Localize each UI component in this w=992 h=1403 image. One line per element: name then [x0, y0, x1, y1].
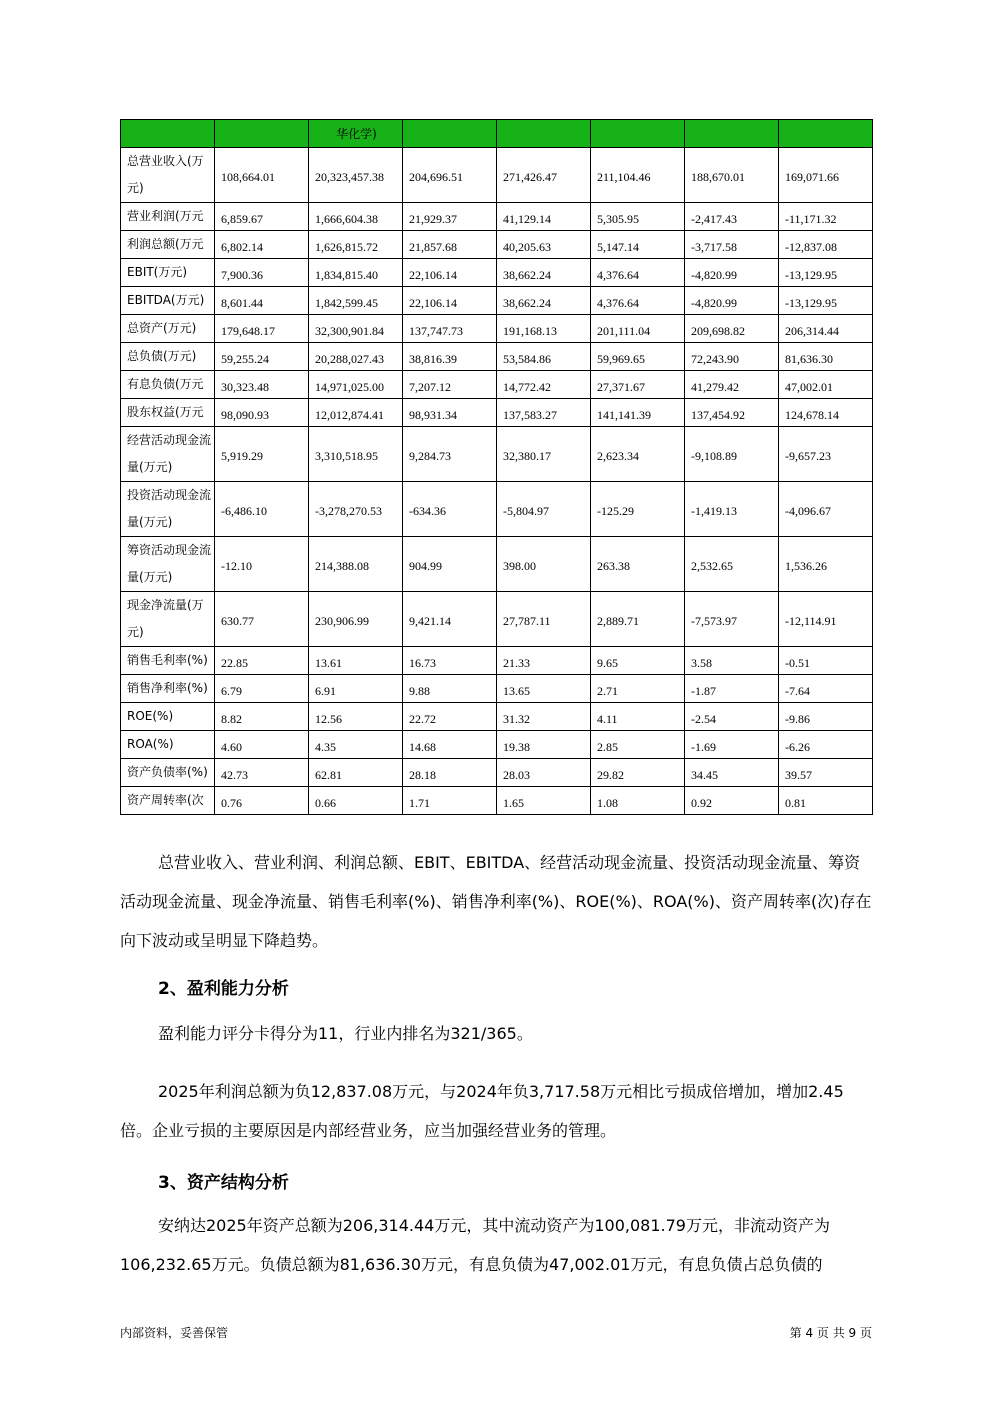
table-cell: 7,900.36 — [215, 259, 309, 287]
table-cell: -2,417.43 — [685, 203, 779, 231]
table-row — [121, 787, 873, 815]
table-cell: 5,305.95 — [591, 203, 685, 231]
table-cell: 62.81 — [309, 759, 403, 787]
table-cell: 30,323.48 — [215, 371, 309, 399]
footer-confidential-note: 内部资料，妥善保管 — [120, 1326, 229, 1340]
table-cell: 42.73 — [215, 759, 309, 787]
table-cell: -9,657.23 — [779, 427, 873, 482]
table-cell: 1,626,815.72 — [309, 231, 403, 259]
table-cell: 13.65 — [497, 675, 591, 703]
table-cell: 1,834,815.40 — [309, 259, 403, 287]
table-cell: -3,278,270.53 — [309, 482, 403, 537]
table-row — [121, 148, 873, 203]
profitability-score-paragraph: 盈利能力评分卡得分为11，行业内排名为321/365。 — [158, 1024, 533, 1043]
table-row — [121, 231, 873, 259]
row-label: 经营活动现金流量(万元) — [121, 427, 215, 482]
table-cell: -9.86 — [779, 703, 873, 731]
table-cell: -2.54 — [685, 703, 779, 731]
table-cell: -11,171.32 — [779, 203, 873, 231]
row-label: 资产周转率(次 — [121, 787, 215, 815]
table-cell: 209,698.82 — [685, 315, 779, 343]
table-cell: 179,648.17 — [215, 315, 309, 343]
table-cell: 271,426.47 — [497, 148, 591, 203]
table-cell: 0.81 — [779, 787, 873, 815]
table-cell: 98,090.93 — [215, 399, 309, 427]
table-cell: 630.77 — [215, 592, 309, 647]
table-cell: 0.66 — [309, 787, 403, 815]
table-cell: -6,486.10 — [215, 482, 309, 537]
table-cell: 31.32 — [497, 703, 591, 731]
table-cell: 27,787.11 — [497, 592, 591, 647]
section-heading-asset-structure: 3、资产结构分析 — [158, 1173, 289, 1193]
table-row — [121, 315, 873, 343]
table-cell: 1,536.26 — [779, 537, 873, 592]
table-cell: 38,662.24 — [497, 259, 591, 287]
table-cell: 137,583.27 — [497, 399, 591, 427]
table-cell: 12.56 — [309, 703, 403, 731]
table-cell: 41,129.14 — [497, 203, 591, 231]
table-cell: 59,969.65 — [591, 343, 685, 371]
table-cell: 6,802.14 — [215, 231, 309, 259]
asset-structure-paragraph: 安纳达2025年资产总额为206,314.44万元，其中流动资产为100,081.79万元，非流动资产为106,232.65万元。负债总额为81,636.30万元，有息负债为47,002.01万元，有息负债占总负债的 — [120, 1216, 830, 1274]
row-label: 总负债(万元) — [121, 343, 215, 371]
table-cell: 20,323,457.38 — [309, 148, 403, 203]
table-row — [121, 427, 873, 482]
table-cell: 98,931.34 — [403, 399, 497, 427]
row-label: 总资产(万元) — [121, 315, 215, 343]
table-cell: 0.92 — [685, 787, 779, 815]
table-row — [121, 703, 873, 731]
table-cell: 204,696.51 — [403, 148, 497, 203]
row-label: 总营业收入(万元) — [121, 148, 215, 203]
table-cell: 41,279.42 — [685, 371, 779, 399]
table-header-row — [121, 120, 873, 148]
row-label: 筹资活动现金流量(万元) — [121, 537, 215, 592]
table-cell: 1.08 — [591, 787, 685, 815]
table-cell: 28.18 — [403, 759, 497, 787]
table-cell: 34.45 — [685, 759, 779, 787]
table-cell: 38,816.39 — [403, 343, 497, 371]
table-cell: 9,284.73 — [403, 427, 497, 482]
table-cell: 124,678.14 — [779, 399, 873, 427]
table-cell: 137,747.73 — [403, 315, 497, 343]
header-cell: 华化学) — [309, 120, 403, 148]
table-row — [121, 759, 873, 787]
table-cell: 211,104.46 — [591, 148, 685, 203]
table-cell: 201,111.04 — [591, 315, 685, 343]
table-row — [121, 343, 873, 371]
table-cell: -4,820.99 — [685, 259, 779, 287]
table-cell: 32,300,901.84 — [309, 315, 403, 343]
table-cell: 2,623.34 — [591, 427, 685, 482]
table-cell: 2.85 — [591, 731, 685, 759]
table-cell: -1.69 — [685, 731, 779, 759]
row-label: 有息负债(万元 — [121, 371, 215, 399]
table-row — [121, 371, 873, 399]
table-cell: 108,664.01 — [215, 148, 309, 203]
table-cell: 2,532.65 — [685, 537, 779, 592]
table-cell: -634.36 — [403, 482, 497, 537]
table-cell: 12,012,874.41 — [309, 399, 403, 427]
table-cell: 21,857.68 — [403, 231, 497, 259]
table-row — [121, 731, 873, 759]
table-cell: 6.79 — [215, 675, 309, 703]
row-label: EBITDA(万元) — [121, 287, 215, 315]
table-cell: 1.65 — [497, 787, 591, 815]
table-cell: -6.26 — [779, 731, 873, 759]
table-cell: 6,859.67 — [215, 203, 309, 231]
table-cell: 22.72 — [403, 703, 497, 731]
table-cell: -9,108.89 — [685, 427, 779, 482]
header-cell — [121, 120, 215, 148]
table-cell: 5,919.29 — [215, 427, 309, 482]
table-cell: 22,106.14 — [403, 259, 497, 287]
table-cell: 47,002.01 — [779, 371, 873, 399]
row-label: 利润总额(万元 — [121, 231, 215, 259]
table-cell: 38,662.24 — [497, 287, 591, 315]
row-label: 现金净流量(万元) — [121, 592, 215, 647]
table-cell: 72,243.90 — [685, 343, 779, 371]
row-label: 营业利润(万元 — [121, 203, 215, 231]
table-cell: 7,207.12 — [403, 371, 497, 399]
table-cell: 4,376.64 — [591, 287, 685, 315]
table-cell: 21,929.37 — [403, 203, 497, 231]
profit-loss-paragraph: 2025年利润总额为负12,837.08万元，与2024年负3,717.58万元相比亏损成倍增加，增加2.45倍。企业亏损的主要原因是内部经营业务，应当加强经营业务的管理。 — [120, 1082, 844, 1140]
table-cell: 191,168.13 — [497, 315, 591, 343]
table-row — [121, 259, 873, 287]
header-cell — [779, 120, 873, 148]
table-row — [121, 647, 873, 675]
table-cell: -1.87 — [685, 675, 779, 703]
table-cell: -7,573.97 — [685, 592, 779, 647]
table-cell: 22,106.14 — [403, 287, 497, 315]
table-cell: 28.03 — [497, 759, 591, 787]
row-label: 销售毛利率(%) — [121, 647, 215, 675]
table-cell: 13.61 — [309, 647, 403, 675]
table-cell: 2.71 — [591, 675, 685, 703]
table-cell: 9,421.14 — [403, 592, 497, 647]
table-cell: 29.82 — [591, 759, 685, 787]
summary-paragraph: 总营业收入、营业利润、利润总额、EBIT、EBITDA、经营活动现金流量、投资活动现金流量、筹资活动现金流量、现金净流量、销售毛利率(%)、销售净利率(%)、ROE(%)、ROA(%)、资产周转率(次)存在向下波动或呈明显下降趋势。 — [120, 853, 872, 950]
row-label: 销售净利率(%) — [121, 675, 215, 703]
row-label: 投资活动现金流量(万元) — [121, 482, 215, 537]
table-cell: 398.00 — [497, 537, 591, 592]
table-cell: -12,114.91 — [779, 592, 873, 647]
table-cell: 39.57 — [779, 759, 873, 787]
row-label: ROA(%) — [121, 731, 215, 759]
table-cell: 6.91 — [309, 675, 403, 703]
row-label: EBIT(万元) — [121, 259, 215, 287]
footer-page-number: 第 4 页 共 9 页 — [789, 1326, 872, 1340]
header-cell — [591, 120, 685, 148]
header-cell — [685, 120, 779, 148]
table-cell: 3.58 — [685, 647, 779, 675]
table-row — [121, 592, 873, 647]
table-cell: 188,670.01 — [685, 148, 779, 203]
table-cell: 1,842,599.45 — [309, 287, 403, 315]
table-cell: 27,371.67 — [591, 371, 685, 399]
table-cell: 9.65 — [591, 647, 685, 675]
table-cell: 4.35 — [309, 731, 403, 759]
table-cell: 3,310,518.95 — [309, 427, 403, 482]
row-label: 资产负债率(%) — [121, 759, 215, 787]
table-row — [121, 675, 873, 703]
table-cell: 141,141.39 — [591, 399, 685, 427]
row-label: ROE(%) — [121, 703, 215, 731]
table-cell: -4,820.99 — [685, 287, 779, 315]
table-cell: 81,636.30 — [779, 343, 873, 371]
table-cell: 20,288,027.43 — [309, 343, 403, 371]
table-cell: 22.85 — [215, 647, 309, 675]
table-cell: 206,314.44 — [779, 315, 873, 343]
table-cell: 40,205.63 — [497, 231, 591, 259]
table-cell: 4.60 — [215, 731, 309, 759]
table-cell: -5,804.97 — [497, 482, 591, 537]
table-cell: 230,906.99 — [309, 592, 403, 647]
table-cell: 1.71 — [403, 787, 497, 815]
table-cell: 4.11 — [591, 703, 685, 731]
table-row — [121, 537, 873, 592]
table-row — [121, 399, 873, 427]
table-cell: 14.68 — [403, 731, 497, 759]
table-cell: 14,772.42 — [497, 371, 591, 399]
table-cell: -13,129.95 — [779, 287, 873, 315]
table-cell: -3,717.58 — [685, 231, 779, 259]
header-cell — [497, 120, 591, 148]
table-cell: -12.10 — [215, 537, 309, 592]
table-cell: -125.29 — [591, 482, 685, 537]
table-cell: 0.76 — [215, 787, 309, 815]
table-cell: 53,584.86 — [497, 343, 591, 371]
table-cell: -1,419.13 — [685, 482, 779, 537]
table-cell: 1,666,604.38 — [309, 203, 403, 231]
table-cell: 169,071.66 — [779, 148, 873, 203]
table-cell: 16.73 — [403, 647, 497, 675]
table-cell: -12,837.08 — [779, 231, 873, 259]
table-cell: -0.51 — [779, 647, 873, 675]
table-cell: 4,376.64 — [591, 259, 685, 287]
table-cell: 5,147.14 — [591, 231, 685, 259]
table-cell: 59,255.24 — [215, 343, 309, 371]
table-cell: 904.99 — [403, 537, 497, 592]
table-cell: 32,380.17 — [497, 427, 591, 482]
table-cell: 14,971,025.00 — [309, 371, 403, 399]
financial-table-body — [121, 120, 873, 815]
header-cell — [403, 120, 497, 148]
table-cell: 9.88 — [403, 675, 497, 703]
table-cell: -4,096.67 — [779, 482, 873, 537]
financial-table — [120, 119, 873, 815]
table-cell: 137,454.92 — [685, 399, 779, 427]
table-row — [121, 203, 873, 231]
table-cell: 2,889.71 — [591, 592, 685, 647]
row-label: 股东权益(万元 — [121, 399, 215, 427]
header-cell — [215, 120, 309, 148]
table-cell: 21.33 — [497, 647, 591, 675]
table-cell: 8,601.44 — [215, 287, 309, 315]
table-row — [121, 482, 873, 537]
table-cell: 8.82 — [215, 703, 309, 731]
table-row — [121, 287, 873, 315]
table-cell: -7.64 — [779, 675, 873, 703]
table-cell: 214,388.08 — [309, 537, 403, 592]
section-heading-profitability: 2、盈利能力分析 — [158, 979, 289, 999]
table-cell: 19.38 — [497, 731, 591, 759]
table-cell: 263.38 — [591, 537, 685, 592]
table-cell: -13,129.95 — [779, 259, 873, 287]
